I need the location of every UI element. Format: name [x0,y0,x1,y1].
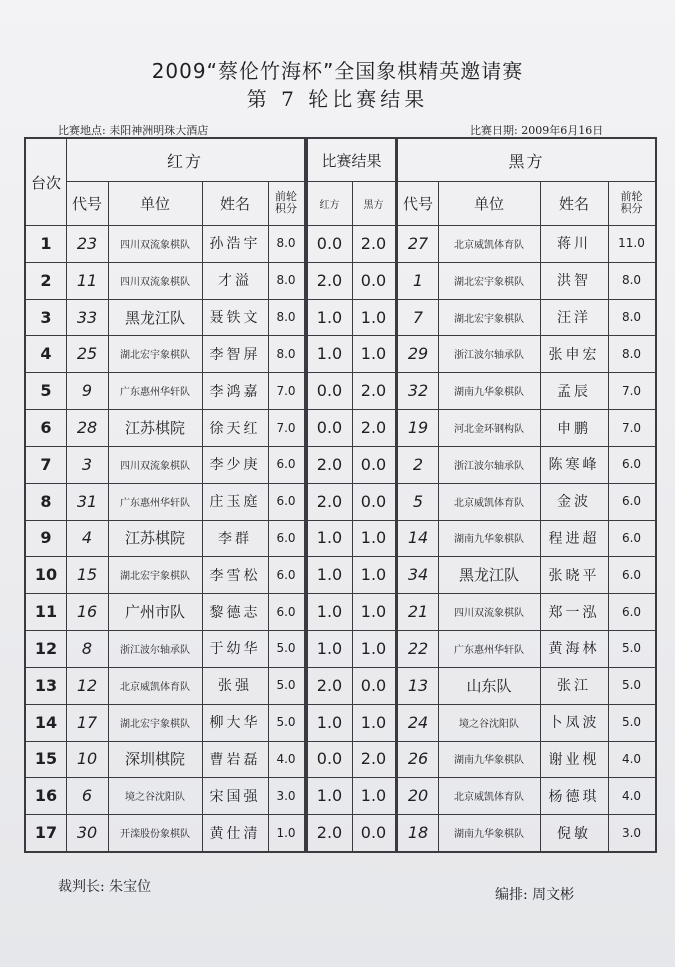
black-prev-points: 6.0 [621,494,642,509]
black-prev-points: 6.0 [621,604,642,619]
table-number: 8 [40,491,52,511]
red-code: 33 [76,307,98,327]
black-score: 2.0 [360,418,387,438]
black-player-name: 张江 [557,678,591,695]
black-unit: 湖南九华象棋队 [454,387,524,399]
red-code: 11 [76,270,98,290]
black-prev-points: 8.0 [621,346,642,361]
black-player-name: 金波 [557,494,591,511]
prev-points-line2: 积分 [275,202,297,215]
red-prev-points: 5.0 [276,715,296,730]
red-player-name: 才溢 [218,273,252,290]
black-score: 1.0 [360,602,387,622]
red-score: 1.0 [316,638,343,658]
red-prev-points: 4.0 [276,751,296,766]
black-score: 0.0 [360,675,387,695]
black-side-panel [396,137,657,853]
black-prev-points: 5.0 [621,715,642,730]
table-number: 12 [34,638,58,658]
black-player-name: 蒋川 [557,236,591,253]
red-unit: 广州市队 [124,603,185,622]
red-player-name: 黄仕清 [209,825,261,842]
red-unit: 江苏棋院 [124,419,185,438]
red-code: 28 [76,418,98,438]
result-panel [306,137,397,853]
red-player-name: 于幼华 [209,641,261,658]
table-number: 13 [34,675,58,695]
black-prev-points: 8.0 [621,310,642,325]
red-prev-points: 6.0 [276,567,296,582]
red-prev-points: 8.0 [276,346,296,361]
black-player-name: 郑一泓 [548,604,600,621]
red-prev-points: 1.0 [276,825,296,840]
black-code: 5 [412,491,424,511]
black-player-name: 黄海林 [548,641,600,658]
header-red-prev-points [268,181,304,225]
header-black-prev-points [608,181,655,225]
black-code: 27 [407,233,429,253]
black-score: 1.0 [360,786,387,806]
black-player-name: 倪敏 [557,825,591,842]
red-code: 9 [81,381,93,401]
red-score: 1.0 [316,786,343,806]
red-player-name: 宋国强 [209,788,261,805]
black-code: 34 [407,565,429,585]
black-code: 24 [407,712,429,732]
black-prev-points: 4.0 [621,788,642,803]
black-code: 32 [407,381,429,401]
red-score: 0.0 [316,749,343,769]
header-black-name: 姓名 [558,194,589,213]
round-subtitle: 第 7 轮比赛结果 [246,87,429,111]
table-number: 5 [40,381,52,401]
red-unit: 四川双流象棋队 [120,276,190,288]
red-prev-points: 7.0 [276,383,296,398]
red-prev-points: 7.0 [276,420,296,435]
red-prev-points: 6.0 [276,457,296,472]
red-code: 25 [76,344,98,364]
black-score: 1.0 [360,638,387,658]
black-unit: 山东队 [466,676,512,695]
header-red-side: 红方 [166,151,203,171]
red-unit: 湖北宏宇象棋队 [120,718,190,730]
red-score: 1.0 [316,528,343,548]
table-number: 16 [34,786,58,806]
black-unit: 四川双流象棋队 [454,608,524,620]
prev-points-line1: 前轮 [275,190,297,203]
red-score: 2.0 [316,270,343,290]
header-result-red: 红方 [319,199,340,211]
red-code: 4 [81,528,93,548]
red-score: 1.0 [316,565,343,585]
table-number: 6 [40,418,52,438]
red-prev-points: 6.0 [276,604,296,619]
red-score: 0.0 [316,418,343,438]
black-unit: 广东惠州华轩队 [454,644,524,656]
red-unit: 广东惠州华轩队 [120,387,190,399]
black-score: 1.0 [360,307,387,327]
table-number: 14 [34,712,58,732]
black-unit: 浙江波尔轴承队 [454,460,524,472]
black-player-name: 程进超 [548,530,600,547]
black-player-name: 卜凤波 [548,715,600,732]
black-code: 13 [407,675,429,695]
black-prev-points: 5.0 [621,678,642,693]
black-code: 1 [412,270,424,290]
black-unit: 黑龙江队 [458,566,519,585]
prev-points-line2: 积分 [620,202,643,215]
black-player-name: 申鹏 [557,420,591,437]
table-number: 7 [40,454,52,474]
red-player-name: 柳大华 [209,715,261,732]
black-prev-points: 6.0 [621,567,642,582]
black-code: 29 [407,344,429,364]
black-unit: 北京威凯体育队 [454,497,524,509]
table-number: 1 [40,233,52,253]
black-score: 0.0 [360,823,387,843]
header-black-side: 黑方 [508,151,545,171]
red-unit: 深圳棋院 [124,750,185,769]
red-code: 30 [76,823,98,843]
header-red-name: 姓名 [219,194,250,213]
red-unit: 湖北宏宇象棋队 [120,350,190,362]
table-number: 2 [40,270,52,290]
red-unit: 浙江波尔轴承队 [120,644,190,656]
red-player-name: 李少庚 [209,457,261,474]
red-code: 3 [81,454,93,474]
red-code: 8 [81,638,93,658]
red-prev-points: 6.0 [276,494,296,509]
black-prev-points: 6.0 [621,457,642,472]
header-result: 比赛结果 [321,151,382,170]
red-score: 2.0 [316,823,343,843]
black-code: 19 [407,418,429,438]
red-score: 1.0 [316,307,343,327]
red-prev-points: 3.0 [276,788,296,803]
red-player-name: 聂铁文 [209,310,261,327]
header-table-no: 台次 [30,173,61,192]
header-red-code: 代号 [71,194,102,213]
red-player-name: 徐天红 [209,420,261,437]
black-unit: 北京威凯体育队 [454,239,524,251]
black-unit: 浙江波尔轴承队 [454,350,524,362]
black-player-name: 陈寒峰 [548,457,600,474]
red-unit: 境之谷沈阳队 [125,792,185,804]
red-unit: 广东惠州华轩队 [120,497,190,509]
red-player-name: 黎德志 [209,604,261,621]
red-player-name: 李鸿嘉 [209,383,261,400]
black-score: 1.0 [360,712,387,732]
black-score: 0.0 [360,270,387,290]
black-unit: 湖南九华象棋队 [454,829,524,841]
black-player-name: 孟辰 [557,383,591,400]
red-score: 1.0 [316,712,343,732]
red-code: 23 [76,233,98,253]
arranger: 编排: 周文彬 [495,887,575,903]
document-title: 2009“蔡伦竹海杯”全国象棋精英邀请赛 [151,59,524,83]
red-player-name: 庄玉庭 [209,494,261,511]
red-prev-points: 8.0 [276,236,296,251]
red-unit: 开滦股份象棋队 [120,829,190,841]
black-score: 1.0 [360,565,387,585]
black-score: 1.0 [360,528,387,548]
red-unit: 北京威凯体育队 [120,681,190,693]
black-unit: 河北金环钢构队 [454,424,524,436]
red-score: 2.0 [316,491,343,511]
red-player-name: 李群 [218,530,252,547]
red-score: 1.0 [316,602,343,622]
red-side-panel [24,137,306,853]
red-code: 17 [76,712,98,732]
venue-line: 比赛地点: 耒阳神洲明珠大酒店 [58,124,209,137]
red-code: 16 [76,602,98,622]
red-score: 2.0 [316,454,343,474]
black-unit: 湖南九华象棋队 [454,534,524,546]
black-score: 2.0 [360,749,387,769]
black-unit: 湖南九华象棋队 [454,755,524,767]
black-score: 0.0 [360,454,387,474]
red-prev-points: 8.0 [276,273,296,288]
red-prev-points: 5.0 [276,678,296,693]
black-prev-points: 11.0 [618,236,645,251]
black-code: 2 [412,454,424,474]
date-line: 比赛日期: 2009年6月16日 [470,124,604,137]
black-player-name: 杨德琪 [548,788,600,805]
black-code: 18 [407,823,429,843]
red-prev-points: 5.0 [276,641,296,656]
red-score: 2.0 [316,675,343,695]
black-score: 0.0 [360,491,387,511]
red-player-name: 曹岩磊 [209,751,261,768]
red-score: 1.0 [316,344,343,364]
table-number: 17 [34,823,58,843]
black-player-name: 张晓平 [548,567,600,584]
red-prev-points: 8.0 [276,310,296,325]
black-prev-points: 3.0 [621,825,642,840]
chief-referee: 裁判长: 朱宝位 [58,879,152,895]
black-unit: 湖北宏宇象棋队 [454,276,524,288]
table-number: 9 [40,528,52,548]
black-code: 22 [407,638,429,658]
black-code: 14 [407,528,429,548]
header-black-code: 代号 [402,194,433,213]
table-number: 11 [34,602,58,622]
black-code: 7 [412,307,424,327]
table-number: 4 [40,344,52,364]
black-code: 20 [407,786,429,806]
red-code: 31 [76,491,98,511]
prev-points-line1: 前轮 [620,190,643,203]
black-code: 26 [407,749,429,769]
table-number: 10 [34,565,58,585]
red-unit: 四川双流象棋队 [120,460,190,472]
header-result-black: 黑方 [363,199,384,211]
header-black-unit: 单位 [473,194,504,213]
black-code: 21 [407,602,429,622]
red-score: 0.0 [316,381,343,401]
black-player-name: 张申宏 [548,346,600,363]
red-unit: 江苏棋院 [124,529,185,548]
black-player-name: 汪洋 [557,310,591,327]
black-player-name: 谢业枧 [548,751,600,768]
black-unit: 北京威凯体育队 [454,792,524,804]
black-prev-points: 7.0 [621,420,642,435]
table-number: 15 [34,749,58,769]
red-code: 12 [76,675,98,695]
black-player-name: 洪智 [557,273,591,290]
black-prev-points: 5.0 [621,641,642,656]
red-player-name: 李智屏 [209,346,261,363]
red-player-name: 孙浩宇 [209,236,261,253]
red-unit: 湖北宏宇象棋队 [120,571,190,583]
red-code: 6 [81,786,93,806]
black-prev-points: 4.0 [621,751,642,766]
table-number: 3 [40,307,52,327]
header-red-unit: 单位 [139,194,170,213]
black-unit: 湖北宏宇象棋队 [454,313,524,325]
red-code: 15 [76,565,98,585]
red-player-name: 张强 [218,678,252,695]
black-score: 1.0 [360,344,387,364]
black-prev-points: 6.0 [621,530,642,545]
black-unit: 境之谷沈阳队 [459,718,519,730]
black-score: 2.0 [360,381,387,401]
red-code: 10 [76,749,98,769]
black-score: 2.0 [360,233,387,253]
red-unit: 黑龙江队 [124,308,185,327]
black-prev-points: 8.0 [621,273,642,288]
black-prev-points: 7.0 [621,383,642,398]
red-score: 0.0 [316,233,343,253]
red-prev-points: 6.0 [276,530,296,545]
red-unit: 四川双流象棋队 [120,239,190,251]
red-player-name: 李雪松 [209,567,261,584]
